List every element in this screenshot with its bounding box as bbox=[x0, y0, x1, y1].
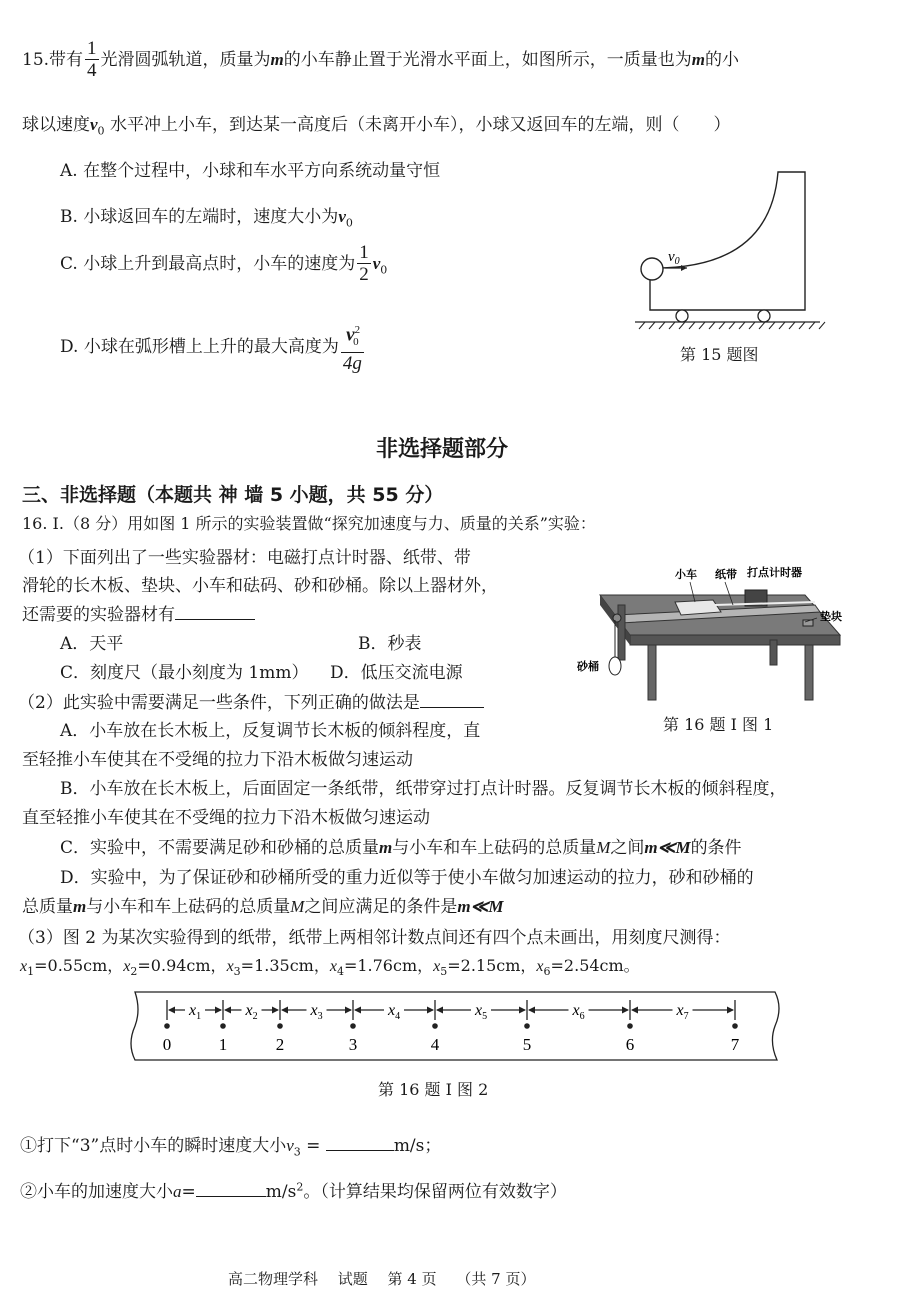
q15-option-a[interactable]: A. 在整个过程中，小球和车水平方向系统动量守恒 bbox=[60, 161, 441, 181]
q16-p2-option-d-line2: 总质量m与小车和车上砝码的总质量M之间应满足的条件是m≪M bbox=[22, 897, 504, 917]
q16-p1-line3: 还需要的实验器材有 bbox=[22, 600, 255, 625]
q16-figure-1-caption: 第 16 题 Ⅰ 图 1 bbox=[663, 715, 774, 734]
q15-figure bbox=[625, 165, 835, 335]
tape-point-label-6: 6 bbox=[625, 1035, 635, 1054]
tape-point-label-5: 5 bbox=[522, 1035, 532, 1054]
q16-p2-option-b-line2: 直至轻推小车使其在不受绳的拉力下沿木板做匀速运动 bbox=[22, 808, 430, 828]
q16-p1-line1: （1）下面列出了一些实验器材：电磁打点计时器、纸带、带 bbox=[18, 548, 471, 568]
hatch-mark bbox=[759, 322, 765, 329]
page-footer: 高二物理学科 试题 第 4 页 （共 7 页） bbox=[228, 1270, 536, 1288]
tape-segment-label-5: $x_5$ bbox=[475, 1002, 488, 1022]
q16-figure-2-caption: 第 16 题 Ⅰ 图 2 bbox=[378, 1080, 489, 1099]
tape-dot-3 bbox=[350, 1023, 356, 1029]
tape-segment-label-6: $x_6$ bbox=[572, 1002, 585, 1022]
q16-figure-1 bbox=[575, 560, 865, 705]
q16-p2-option-b-line1[interactable]: B．小车放在长木板上，后面固定一条纸带，纸带穿过打点计时器。反复调节长木板的倾斜程度， bbox=[60, 779, 787, 799]
fraction-quarter: $\frac{1}{4}$ bbox=[87, 38, 97, 81]
tape-dot-0 bbox=[164, 1023, 170, 1029]
measurement-3: $x_3=1.35cm$， bbox=[226, 956, 330, 979]
tape-dot-4 bbox=[432, 1023, 438, 1029]
hatch-mark bbox=[659, 322, 665, 329]
hatch-mark bbox=[789, 322, 795, 329]
table-leg bbox=[618, 605, 625, 660]
wheel-right bbox=[758, 310, 770, 322]
answer-blank-a[interactable] bbox=[196, 1182, 266, 1197]
tape-point-label-2: 2 bbox=[275, 1035, 285, 1054]
q16-p2-option-a-line2: 至轻推小车使其在不受绳的拉力下沿木板做匀速运动 bbox=[22, 750, 413, 770]
hatch-mark bbox=[719, 322, 725, 329]
q15-stem-text: 带有 bbox=[49, 50, 84, 70]
hatch-mark bbox=[649, 322, 655, 329]
measurement-2: $x_2=0.94cm$， bbox=[123, 956, 227, 979]
section-title: 非选择题部分 bbox=[376, 437, 509, 462]
wheel-left bbox=[676, 310, 688, 322]
q16-p1-option-b[interactable]: B．秒表 bbox=[358, 634, 422, 654]
cart bbox=[675, 600, 721, 615]
q16-p2-option-c[interactable]: C．实验中，不需要满足砂和砂桶的总质量m与小车和车上砝码的总质量M之间m≪M的条件 bbox=[60, 838, 742, 858]
tape-point-label-1: 1 bbox=[218, 1035, 228, 1054]
hatch-mark bbox=[689, 322, 695, 329]
q16-measurements bbox=[20, 953, 640, 978]
fraction-half: $\frac{1}{2}$ bbox=[359, 242, 369, 285]
ground-hatching bbox=[639, 322, 825, 329]
table-leg bbox=[770, 640, 777, 665]
measurement-1: $x_1=0.55cm$， bbox=[20, 956, 124, 979]
answer-blank-1[interactable] bbox=[175, 605, 255, 620]
cart-body bbox=[650, 172, 805, 310]
q15-figure-caption: 第 15 题图 bbox=[680, 345, 759, 364]
table-leg bbox=[648, 645, 656, 700]
q16-p2-stem: （2）此实验中需要满足一些条件，下列正确的做法是 bbox=[18, 688, 484, 713]
pulley bbox=[613, 614, 621, 622]
hatch-mark bbox=[639, 322, 645, 329]
hatch-mark bbox=[769, 322, 775, 329]
q16-subq-2: ②小车的加速度大小$a= m/s^2$。（计算结果均保留两位有效数字） bbox=[20, 1180, 567, 1202]
q15-stem-line2: 球以速度$v_0$ 水平冲上小车，到达某一高度后（未离开小车），小球又返回车的左端，则（ ） bbox=[22, 115, 731, 138]
hatch-mark bbox=[749, 322, 755, 329]
tape-dot-7 bbox=[732, 1023, 738, 1029]
tape-segment-label-4: $x_4$ bbox=[388, 1002, 401, 1022]
velocity-label: $v_0$ bbox=[668, 249, 680, 267]
q16-p1-line2: 滑轮的长木板、垫块、小车和砝码、砂和砂桶。除以上器材外， bbox=[22, 576, 498, 596]
q15-option-c[interactable]: C. 小球上升到最高点时，小车的速度为 $\frac{1}{2}$ $v_0$ bbox=[60, 242, 388, 285]
hatch-mark bbox=[739, 322, 745, 329]
hatch-mark bbox=[779, 322, 785, 329]
hatch-mark bbox=[729, 322, 735, 329]
tape-dot-6 bbox=[627, 1023, 633, 1029]
q16-subq-1: ①打下“3”点时小车的瞬时速度大小$v_3 = m/s$； bbox=[20, 1136, 442, 1159]
q15-option-d[interactable]: D. 小球在弧形槽上上升的最大高度为 $\frac{v^2_0}{4g}$ bbox=[60, 320, 366, 375]
label-cart: 小车 bbox=[675, 569, 697, 581]
answer-blank-2[interactable] bbox=[420, 693, 484, 708]
tape-point-label-3: 3 bbox=[348, 1035, 358, 1054]
label-block: 垫块 bbox=[820, 611, 842, 623]
q15-stem-line1: 15.带有 $\frac{1}{4}$ 光滑圆弧轨道，质量为m的小车静止置于光滑水平面上，如图所示，一质量也为m的小 bbox=[22, 38, 740, 81]
tape-segment-label-3: $x_3$ bbox=[310, 1002, 323, 1022]
label-bucket: 砂桶 bbox=[577, 661, 599, 673]
tape-point-label-4: 4 bbox=[430, 1035, 440, 1054]
measurement-5: $x_5=2.15cm$， bbox=[433, 956, 537, 979]
tape-segment-label-1: $x_1$ bbox=[189, 1002, 202, 1022]
ball bbox=[641, 258, 663, 280]
part-heading: 三、非选择题（本题共 神 墙 5 小题，共 55 分） bbox=[22, 484, 444, 506]
q15-option-b[interactable]: B. 小球返回车的左端时，速度大小为$v_0$ bbox=[60, 207, 353, 230]
sand-bucket bbox=[609, 657, 621, 675]
fraction-v0sq-over-4g: $\frac{v^2_0}{4g}$ bbox=[341, 320, 364, 375]
label-tape: 纸带 bbox=[715, 569, 737, 581]
q16-intro: 16. Ⅰ.（8 分）用如图 1 所示的实验装置做“探究加速度与力、质量的关系”实验： bbox=[22, 514, 596, 533]
tape-segment-label-7: $x_7$ bbox=[676, 1002, 689, 1022]
q16-p2-option-a-line1[interactable]: A．小车放在长木板上，反复调节长木板的倾斜程度，直 bbox=[60, 721, 481, 741]
measurement-6: $x_6=2.54cm$。 bbox=[536, 956, 640, 979]
tape-point-label-0: 0 bbox=[162, 1035, 172, 1054]
hatch-mark bbox=[809, 322, 815, 329]
tape-dot-1 bbox=[220, 1023, 226, 1029]
q16-p1-option-d[interactable]: D．低压交流电源 bbox=[330, 663, 463, 683]
label-timer: 打点计时器 bbox=[747, 567, 802, 579]
tape-dot-2 bbox=[277, 1023, 283, 1029]
hatch-mark bbox=[799, 322, 805, 329]
q16-figure-2 bbox=[125, 988, 785, 1064]
answer-blank-v3[interactable] bbox=[326, 1136, 394, 1151]
tape-segment-label-2: $x_2$ bbox=[245, 1002, 258, 1022]
hatch-mark bbox=[709, 322, 715, 329]
measurement-4: $x_4=1.76cm$， bbox=[329, 956, 434, 979]
hatch-mark bbox=[819, 322, 825, 329]
q16-p2-option-d-line1[interactable]: D．实验中，为了保证砂和砂桶所受的重力近似等于使小车做匀加速运动的拉力，砂和砂桶的 bbox=[60, 868, 754, 888]
tape-dot-5 bbox=[524, 1023, 530, 1029]
q16-p1-option-a[interactable]: A．天平 bbox=[60, 634, 124, 654]
q16-p1-option-c[interactable]: C．刻度尺（最小刻度为 1mm） bbox=[60, 663, 309, 683]
hatch-mark bbox=[669, 322, 675, 329]
table-leg bbox=[805, 645, 813, 700]
hatch-mark bbox=[699, 322, 705, 329]
tape-point-label-7: 7 bbox=[730, 1035, 740, 1054]
q15-number: 15. bbox=[22, 50, 50, 70]
hatch-mark bbox=[679, 322, 685, 329]
q16-p3-stem: （3）图 2 为某次实验得到的纸带，纸带上两相邻计数点间还有四个点未画出，用刻度尺测得： bbox=[18, 928, 731, 948]
